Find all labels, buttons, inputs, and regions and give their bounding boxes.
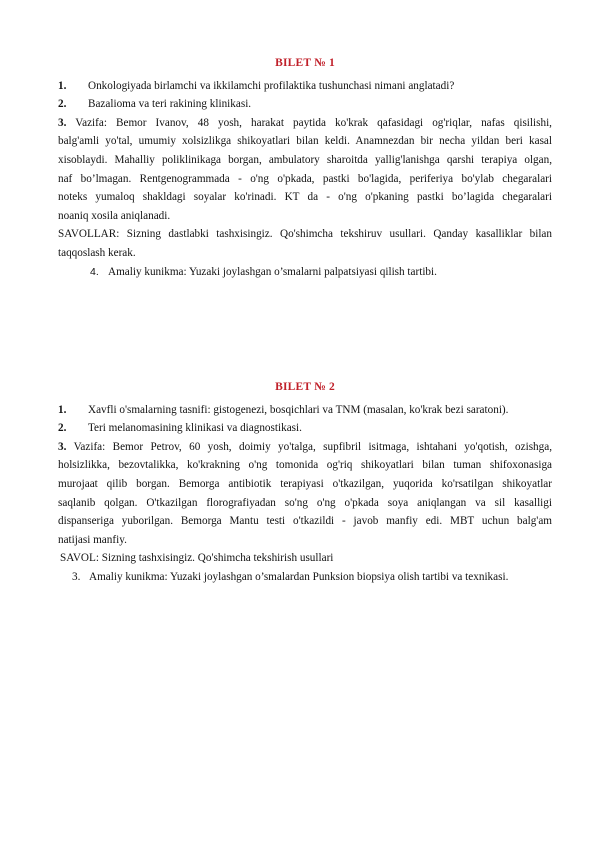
ticket-1-question-2 — [58, 95, 552, 114]
ticket-1-question-1 — [58, 77, 552, 96]
question-text: Teri melanomasining klinikasi va diagnostikasi. — [88, 422, 302, 435]
question-number: 3. — [72, 570, 81, 583]
savol-line: SAVOLLAR: Sizning dastlabki tashxisingiz. Qo'shimcha tekshiruv usullari. Qanday kasalliklar bilan — [58, 228, 552, 241]
question-number: 1. — [58, 403, 67, 416]
ticket-1-title: BILET № 1 — [275, 57, 335, 69]
task-line: noteks yumaloq shakldagi soyalar ko'rinadi. KT da - o'ng o'pkaning pastki bo’lagida chegaralari — [58, 191, 552, 204]
ticket-1 — [58, 54, 552, 281]
task-number: 3. — [58, 440, 67, 453]
task-line: dispanseriga yuborilgan. Bemorga Mantu testi o'tkazildi - javob manfiy edi. MBT uchun balg'am — [58, 515, 552, 528]
ticket-2-practical-skill — [58, 568, 552, 587]
ticket-1-case-task — [58, 114, 552, 226]
task-line: saqlanib qolgan. O'tkazilgan florografiyadan so'ng o'ng o'pkada soya aniqlangan va sil kasalligi — [58, 496, 552, 509]
task-line: 3. Vazifa: Bemor Ivanov, 48 yosh, harakat paytida ko'krak qafasidagi og'riqlar, nafas qisilishi, — [58, 116, 552, 129]
question-text: Onkologiyada birlamchi va ikkilamchi profilaktika tushunchasi nimani anglatadi? — [88, 79, 455, 92]
savol-line: taqqoslash kerak. — [58, 246, 136, 259]
question-text: Amaliy kunikma: Yuzaki joylashgan o’smalarni palpatsiyasi qilish tartibi. — [108, 265, 437, 278]
ticket-2-case-task — [58, 438, 552, 550]
task-line: murojaat qilib borgan. Bemorga antibiotik terapiyasi o'tkazilgan, yuqorida ko'rsatilgan shikoyatlar — [58, 477, 552, 490]
task-line: holsizlikka, bezovtalikka, ko'krakning o'ng tomonida og'riq shikoyatlari bilan tuman shifoxonasiga — [58, 459, 552, 472]
question-number: 2. — [58, 98, 67, 111]
task-line: naf bo’lmagan. Rentgenogrammada - o'ng o'pkada, pastki bo'lagida, periferiya bo'ylab chegaralari — [58, 172, 552, 185]
task-line: balg'amli yo'tal, umumiy xolsizlikga shikoyatlari bilan keldi. Anamnezdan bir necha yildan beri kasal — [58, 135, 552, 148]
ticket-1-questions-block — [58, 225, 552, 262]
question-number: 1. — [58, 79, 67, 92]
question-text: Bazalioma va teri rakining klinikasi. — [88, 98, 252, 111]
task-line: noaniq xosila aniqlanadi. — [58, 209, 171, 222]
ticket-2 — [58, 378, 552, 587]
ticket-2-question-2 — [58, 419, 552, 438]
ticket-2-question-line: SAVOL: Sizning tashxisingiz. Qo'shimcha tekshirish usullari — [60, 552, 334, 565]
task-line: natijasi manfiy. — [58, 533, 127, 546]
task-line: xisoblaydi. Mahalliy poliklinikaga borgan, ambulatory sharoitda yallig'lanishga qarshi terapiya olgan, — [58, 153, 552, 166]
question-number: 4. — [90, 265, 99, 278]
ticket-1-question-4 — [58, 263, 552, 282]
question-text: Amaliy kunikma: Yuzaki joylashgan o’smalardan Punksion biopsiya olish tartibi va texnikasi. — [89, 570, 509, 583]
task-number: 3. — [58, 116, 67, 129]
task-line: 3. Vazifa: Bemor Petrov, 60 yosh, doimiy yo'talga, supfibril isitmaga, ishtahani yo'qotish, ozishga, — [58, 440, 552, 453]
ticket-2-title: BILET № 2 — [275, 381, 335, 393]
ticket-2-question-1 — [58, 401, 552, 420]
question-number: 2. — [58, 422, 67, 435]
question-text: Xavfli o'smalarning tasnifi: gistogenezi, bosqichlari va TNM (masalan, ko'krak bezi saratoni). — [88, 403, 509, 416]
